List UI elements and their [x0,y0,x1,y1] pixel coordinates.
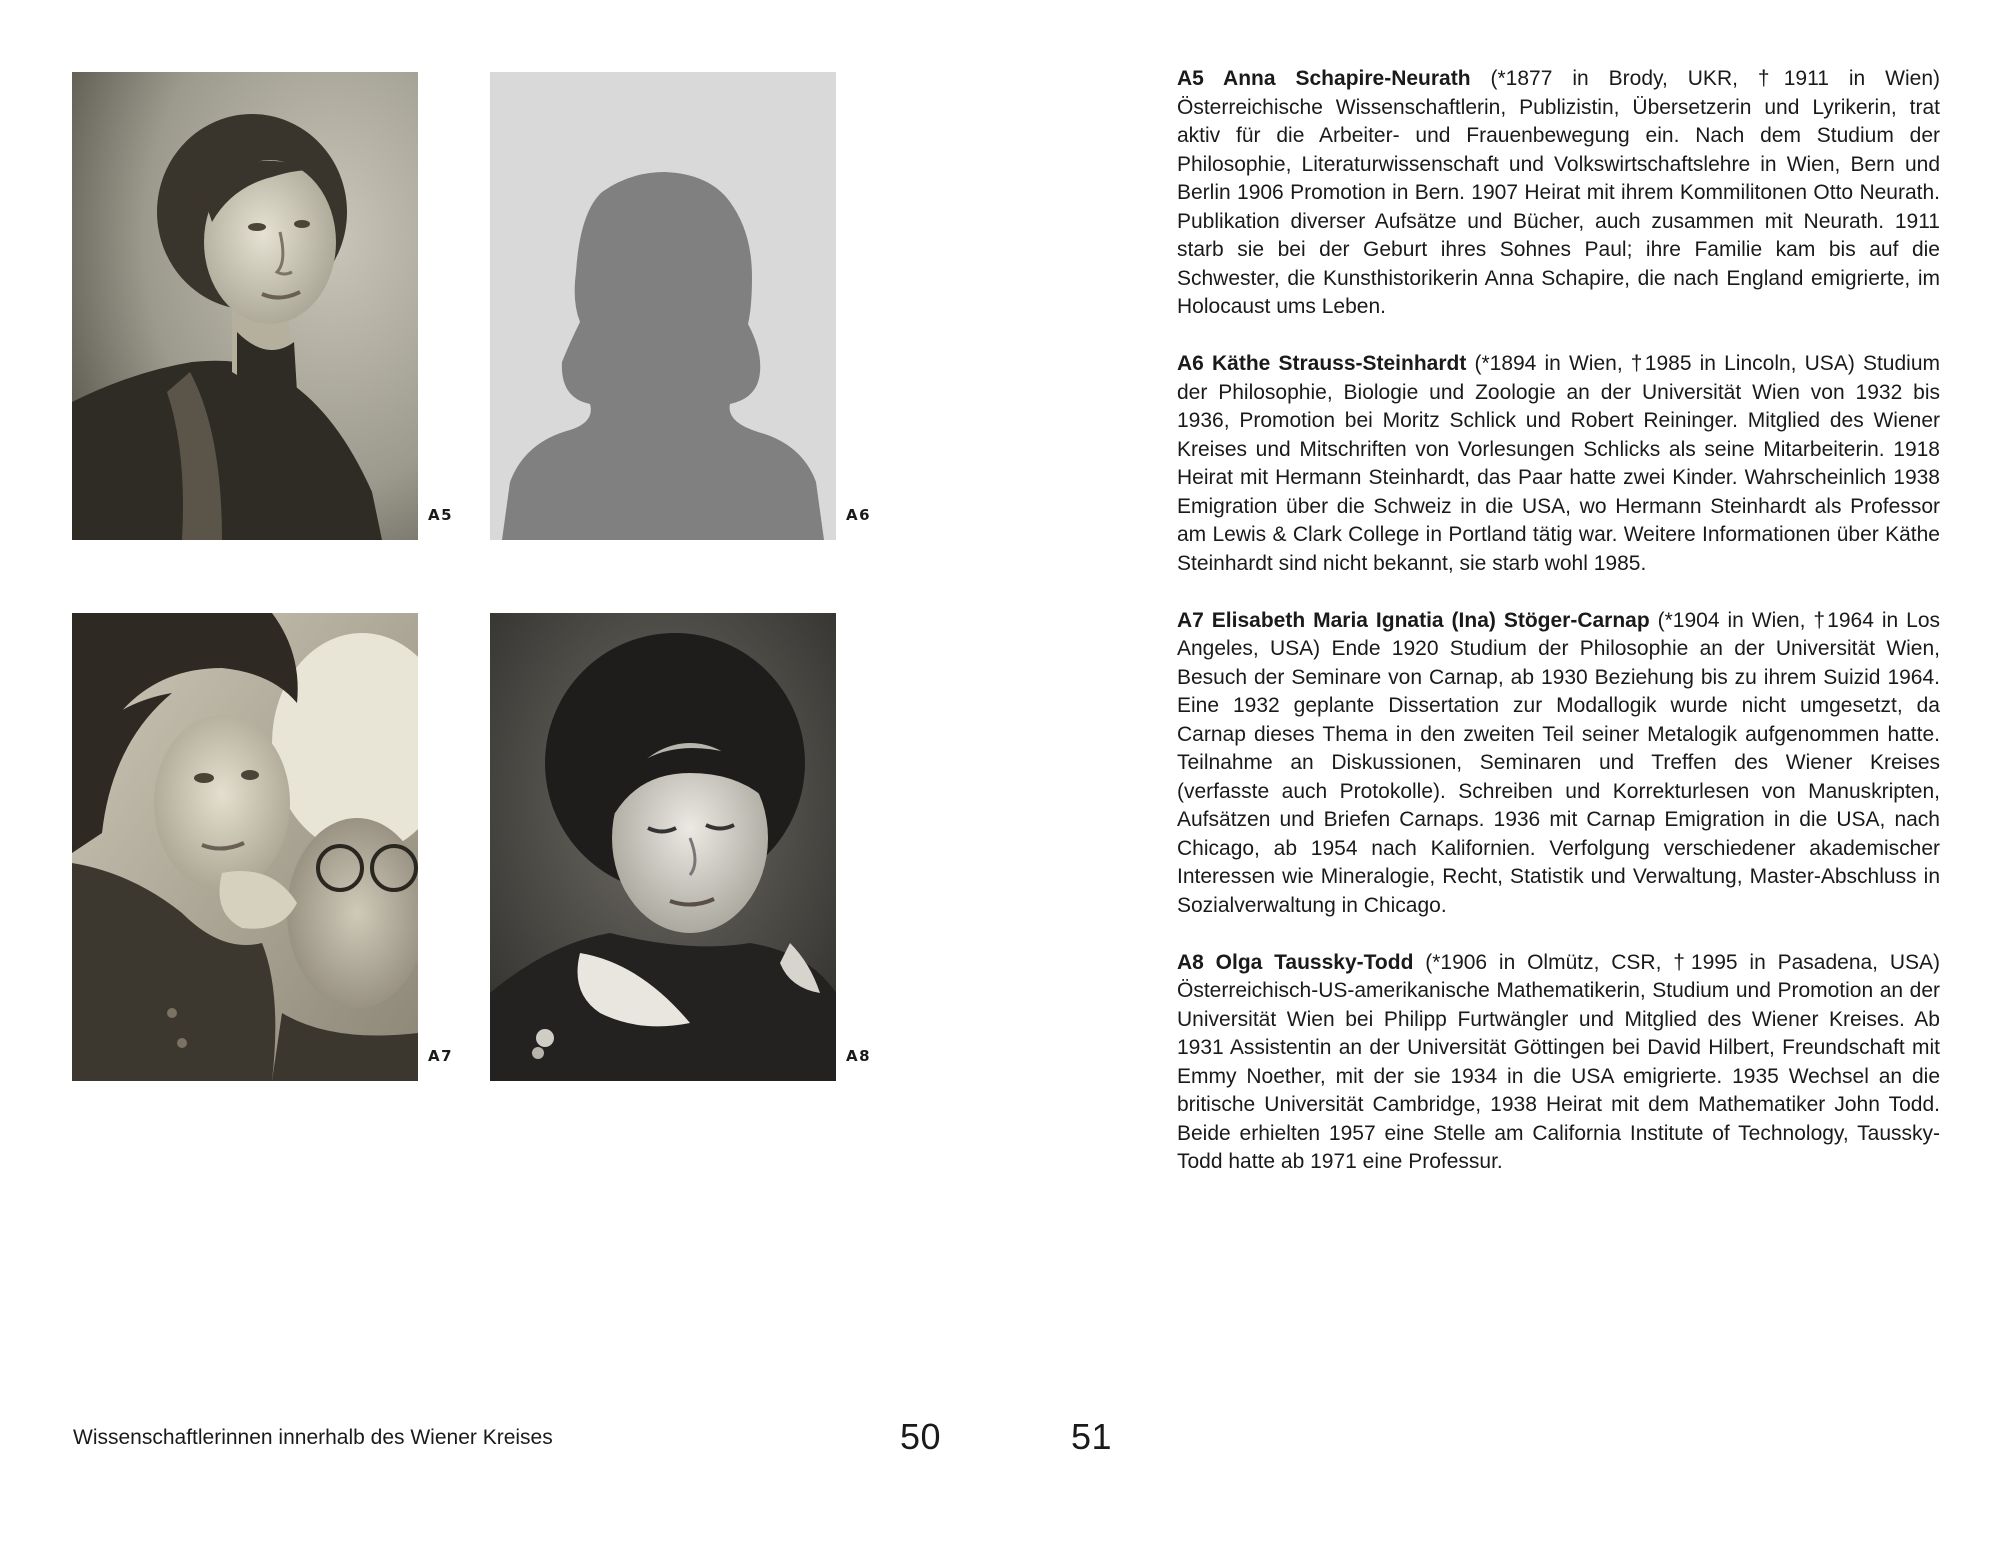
photo-label-a7: A7 [428,1047,454,1065]
biography-heading-a5: A5 Anna Schapire-Neurath [1177,67,1471,90]
biography-heading-a8: A8 Olga Taussky-Todd [1177,950,1414,974]
biography-column [1177,65,1940,1205]
biography-text-a7: (*1904 in Wien, †1964 in Los Angeles, USA) Ende 1920 Studium der Philosophie an der Universität Wien, Besuch der Seminare von Carnap, ab 1930 Beziehung bis zu ihrem Suizid 1964. Eine 1932 geplante Dissertation zur Modallogik wurde nicht umgesetzt, da Carnap dieses Thema in den zweiten Teil seiner Metalogik aufgenommen hatte. Teilnahme an Diskussionen, Seminaren und Treffen des Wiener Kreises (verfasste auch Protokolle). Schreiben und Korrekturlesen von Manuskripten, Aufsätzen und Briefen Carnaps. 1936 mit Carnap Emigration in die USA, nach Chicago, ab 1954 nach Kalifornien. Verfolgung verschiedener akademischer Interessen wie Mineralogie, Recht, Statistik und Verwaltung, Master-Abschluss in Sozialverwaltung in Chicago. [1177,608,1940,917]
biography-a6 [1177,350,1940,578]
photo-a6-placeholder [490,72,836,540]
biography-heading-a6: A6 Käthe Strauss-Steinhardt [1177,352,1467,375]
photo-a8-portrait [490,613,836,1081]
biography-text-a5: (*1877 in Brody, UKR, †1911 in Wien) Österreichische Wissenschaftlerin, Publizistin, Übersetzerin und Lyrikerin, trat aktiv für die Arbeiter- und Frauenbewegung ein. Nach dem Studium der Philosophie, Literaturwissenschaft und Volkswirtschaftslehre in Wien, Bern und Berlin 1906 Promotion in Bern. 1907 Heirat mit ihrem Kommilitonen Otto Neurath. Publikation diverser Aufsätze und Bücher, auch zusammen mit Neurath. 1911 starb sie bei der Geburt ihres Sohnes Paul; ihre Familie kam bis auf die Schwester, die Kunsthistorikerin Anna Schapire, die nach England emigrierte, im Holocaust ums Leben. [1177,67,1940,318]
photo-a5-portrait [72,72,418,540]
page-number-left: 50 [900,1416,942,1457]
running-title: Wissenschaftlerinnen innerhalb des Wiener Kreises [73,1426,553,1449]
biography-heading-a7: A7 Elisabeth Maria Ignatia (Ina) Stöger-Carnap [1177,608,1650,632]
biography-a8 [1177,949,1940,1177]
photo-label-a6: A6 [846,506,872,524]
photo-label-a8: A8 [846,1047,872,1065]
photo-label-a5: A5 [428,506,454,524]
biography-a7 [1177,607,1940,921]
page-number-right: 51 [1071,1416,1113,1457]
biography-text-a6: (*1894 in Wien, †1985 in Lincoln, USA) Studium der Philosophie, Biologie und Zoologie an der Universität Wien von 1932 bis 1936, Promotion bei Moritz Schlick und Robert Reininger. Mitglied des Wiener Kreises und Mitschriften von Vorlesungen Schlicks als seine Mitarbeiterin. 1918 Heirat mit Hermann Steinhardt, das Paar hatte zwei Kinder. Wahrscheinlich 1938 Emigration über die Schweiz in die USA, wo Hermann Steinhardt als Professor am Lewis & Clark College in Portland tätig war. Weitere Informationen über Käthe Steinhardt sind nicht bekannt, sie starb wohl 1985. [1177,352,1940,575]
biography-a5 [1177,65,1940,322]
photo-a7-portrait [72,613,418,1081]
biography-text-a8: (*1906 in Olmütz, CSR, †1995 in Pasadena, USA) Österreichisch-US-amerikanische Mathematikerin, Studium und Promotion an der Universität Wien bei Philipp Furtwängler und Mitglied des Wiener Kreises. Ab 1931 Assistentin an der Universität Göttingen bei David Hilbert, Freundschaft mit Emmy Noether, mit der sie 1934 in die USA emigrierte. 1935 Wechsel an die britische Universität Cambridge, 1938 Heirat mit dem Mathematiker John Todd. Beide erhielten 1957 eine Stelle am California Institute of Technology, Taussky-Todd hatte ab 1971 eine Professur. [1177,950,1940,1173]
